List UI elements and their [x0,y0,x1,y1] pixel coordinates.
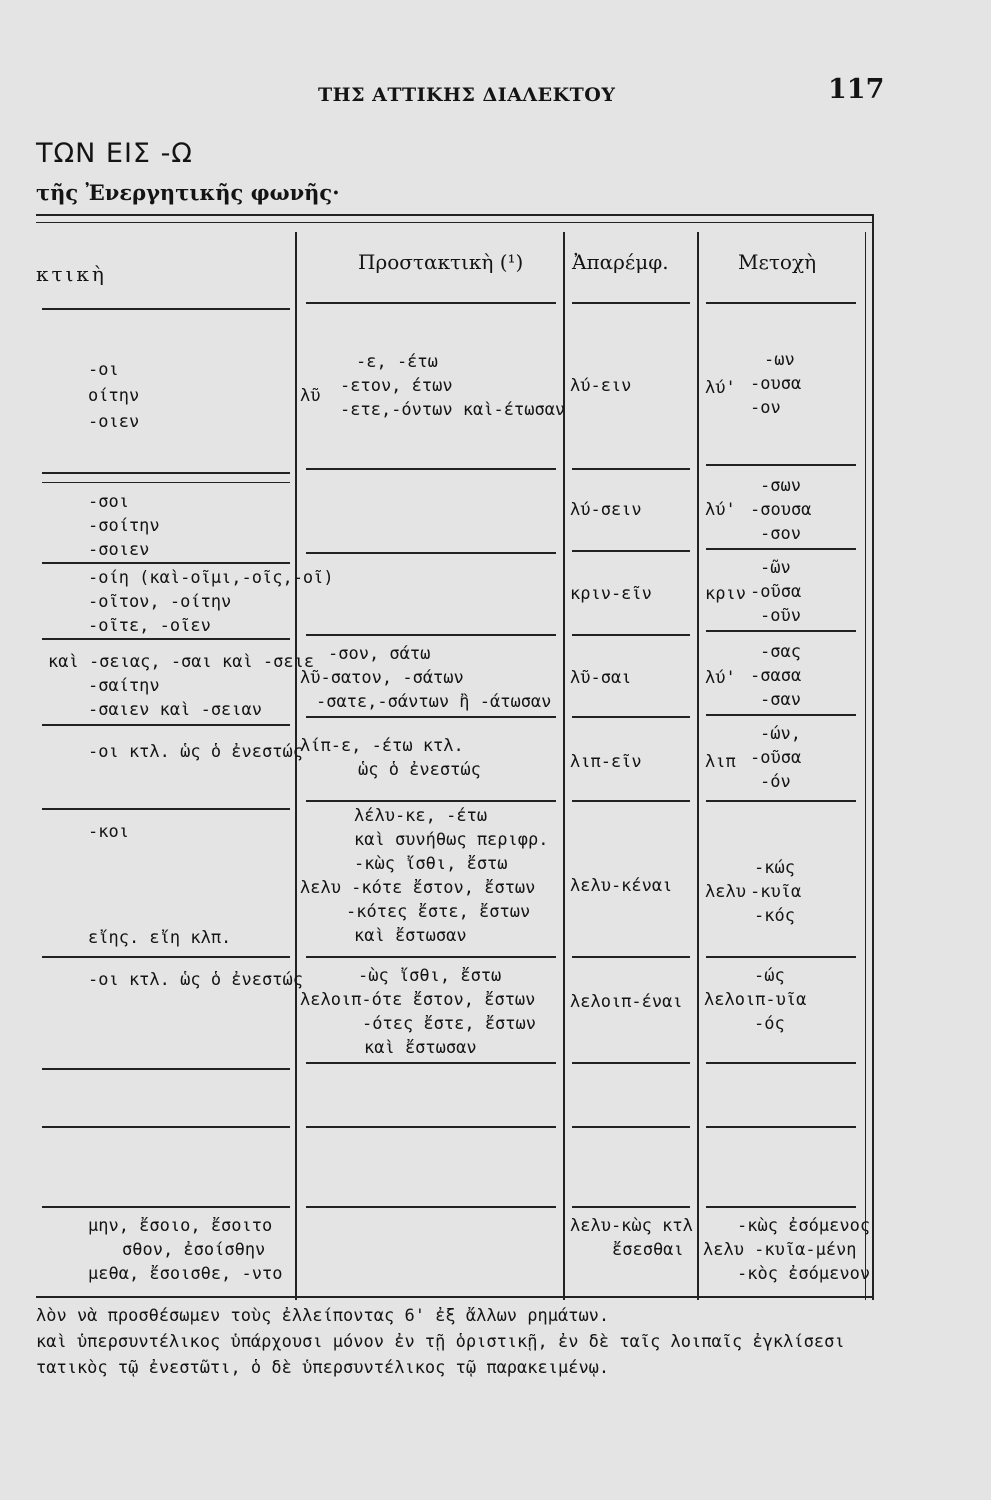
cell-line: -σατε,-σάντων ἢ -άτωσαν [316,692,552,712]
cell-line: λελυ -κυῖα-μένη [703,1240,857,1260]
row-perfect: -κοι [88,822,129,842]
row-rule [706,1062,856,1064]
cell-line: καὶ ἔστωσαν [364,1038,477,1058]
infinitive: λύ-ειν [570,376,632,396]
row-rule [706,1126,856,1128]
cell-line: -κυῖα [750,882,802,902]
participle-forms [703,1214,870,1286]
row-rule [572,634,690,636]
cell-line: -κὸς ἐσόμενον [737,1264,871,1284]
col-header-infinitive: Ἀπαρέμφ. [572,250,669,274]
cell-line: -ότες ἔστε, ἔστων [362,1014,536,1034]
row-rule [42,724,290,726]
cell-line: λῦ-σατον, -σάτων [300,668,464,688]
row-rule [572,1062,690,1064]
imperative-forms [300,964,536,1060]
cell-line: λελυ -κότε ἔστον, ἔστων [300,878,536,898]
cell-line: -κώς [754,858,795,878]
participle-forms [750,722,801,794]
participle-forms [750,856,801,928]
cell-line: -ετε,-όντων καὶ-έτωσαν [340,400,566,420]
running-header: ΤΗΣ ΑΤΤΙΚΗΣ ΔΙΑΛΕΚΤΟΥ [318,84,616,106]
cell-line: -όν [760,772,791,792]
infinitive: λῦ-σαι [570,668,632,688]
cell-line: -ε, -έτω [356,352,438,372]
row-rule [42,1206,290,1208]
cell-line: -οῖτε, -οῖεν [88,616,211,636]
infinitive: λελυ-κέναι [570,876,673,896]
table-right-border-2 [865,232,866,1300]
cell-line: καὶ -σειας, -σαι καὶ -σειε [48,652,315,672]
section-title: ΤΩΝ ΕΙΣ -Ω [36,138,193,169]
stem: λῦ [300,386,321,406]
row-rule [706,956,856,958]
cell-line: -σουσα [750,500,812,520]
cell-line: καὶ συνήθως περιφρ. [354,830,549,850]
row-rule [42,956,290,958]
cell-line: μην, ἔσοιο, ἔσοιτο [88,1216,273,1236]
cell-line: λίπ-ε, -έτω κτλ. [300,736,464,756]
cell-line: λελυ-κὼς κτλ [570,1216,693,1236]
col-header-imperative: Προστακτικὴ (¹) [358,250,524,274]
infinitive: λιπ-εῖν [570,752,642,772]
row-rule [306,1062,556,1064]
imperative-forms [340,350,565,422]
infinitive: λύ-σειν [570,500,642,520]
cell-line: -σοι [88,492,129,512]
row-rule [42,562,290,564]
row-present [88,358,139,434]
participle-stem: κριν [705,584,746,604]
row-rule [42,638,290,640]
cell-line: -ών, [760,724,801,744]
row-rule [572,1126,690,1128]
row-aorist [48,650,314,722]
header-rule-c1 [42,308,290,310]
participle-stem: λύ' [705,500,736,520]
participle-forms [750,640,801,712]
cell-line: -σον [760,524,801,544]
cell-line: -ων [764,350,795,370]
row-rule [306,634,556,636]
header-rule-c3 [572,302,690,304]
cell-line: -σας [760,642,801,662]
participle-forms [704,964,806,1036]
page-number: 117 [828,74,885,105]
participle-stem: λελυ [705,882,746,902]
footnote-line: λὸν νὰ προσθέσωμεν τοὺς ἐλλείποντας 6' ἐξ ἄλλων ρημάτων. [36,1306,610,1326]
cell-line: -ον [750,398,781,418]
cell-line: -σον, σάτω [328,644,431,664]
cell-line: -ώς [754,966,785,986]
row-rule [306,716,556,718]
footnote-line: καὶ ὑπερσυντέλικος ὑπάρχουσι μόνον ἐν τῇ ὁριστικῇ, ἐν δὲ ταῖς λοιπαῖς ἐγκλίσεσι [36,1332,845,1352]
infinitive [570,1214,693,1262]
row-rule [706,800,856,802]
cell-line: -οῦσα [750,748,802,768]
cell-line: -κὼς ἴσθι, ἔστω [354,854,508,874]
footnote-line: τατικὸς τῷ ἐνεστῶτι, ὁ δὲ ὑπερσυντέλικος τῷ παρακειμένῳ. [36,1358,610,1378]
cell-line: -σοίτην [88,516,160,536]
cell-line: -σαιεν καὶ -σειαν [88,700,262,720]
row-rule [706,1206,856,1208]
row-rule [572,956,690,958]
participle-forms [750,556,801,628]
col-header-participle: Μετοχὴ [738,250,817,274]
row-rule [306,468,556,470]
row-rule [306,956,556,958]
row-liquid-future [88,566,334,638]
cell-line: -οίη (καὶ-οῖμι,-οῖς,-οῖ) [88,568,334,588]
row-rule [42,808,290,810]
row-rule [306,1126,556,1128]
cell-line: -οῦν [760,606,801,626]
cell-line: -σαίτην [88,676,160,696]
imperative-forms [300,804,548,948]
cell-line: οίτην [88,386,140,406]
cell-line: -οι [88,360,119,380]
row-rule [42,472,290,474]
row-rule [306,800,556,802]
participle-stem: λύ' [705,668,736,688]
cell-line: -οιεν [88,412,140,432]
participle-forms [750,348,801,420]
row-rule [306,1206,556,1208]
cell-line: -ουσα [750,374,802,394]
table-right-border [872,214,874,1300]
imperative-forms [300,642,551,714]
cell-line: σθον, ἐσοίσθην [122,1240,266,1260]
row-rule [306,552,556,554]
row-rule [572,550,690,552]
cell-line: μεθα, ἔσοισθε, -ντο [88,1264,283,1284]
cell-line: -ὼς ἴσθι, ἔστω [358,966,502,986]
cell-line: -κὼς ἐσόμενος [737,1216,871,1236]
row-rule [706,714,856,716]
cell-line: καὶ ἔστωσαν [354,926,467,946]
cell-line: -ῶν [760,558,791,578]
row-rule [706,548,856,550]
row-second-aorist: -οι κτλ. ὡς ὁ ἐνεστώς [88,742,303,762]
cell-line: -σασα [750,666,802,686]
cell-line: ὡς ὁ ἐνεστώς [358,760,481,780]
cell-line: λελοιπ-ότε ἔστον, ἔστων [300,990,536,1010]
row-rule [572,800,690,802]
cell-line: -σαν [760,690,801,710]
row-rule [706,630,856,632]
cell-line: -οῦσα [750,582,802,602]
row-second-perfect: -οι κτλ. ὡς ὁ ἐνεστώς [88,970,303,990]
participle-stem: λιπ [705,752,736,772]
col-divider-1 [295,232,297,1300]
cell-line: λέλυ-κε, -έτω [354,806,488,826]
row-rule [572,1206,690,1208]
section-subtitle: τῆς Ἐνεργητικῆς φωνῆς· [36,180,340,205]
participle-forms [750,474,811,546]
table-top-rule [36,214,874,216]
cell-line: -οῖτον, -οίτην [88,592,232,612]
header-rule-c4 [706,302,856,304]
cell-line: -σοιεν [88,540,150,560]
cell-line: -κός [754,906,795,926]
row-rule [706,464,856,466]
cell-line: -κότες ἔστε, ἔστων [346,902,531,922]
row-rule [42,482,290,483]
row-rule [42,1068,290,1070]
infinitive: κριν-εῖν [570,584,652,604]
col-header-optative: κτικὴ [36,262,107,286]
row-rule [42,1126,290,1128]
cell-line: -ός [754,1014,785,1034]
row-perfect-periphrastic: εἴης. εἴη κλπ. [88,928,232,948]
cell-line: λελοιπ-υῖα [704,990,807,1010]
cell-line: -ετον, έτων [340,376,453,396]
header-rule-c2 [306,302,556,304]
infinitive: λελοιπ-έναι [570,992,683,1012]
imperative-forms [300,734,481,782]
cell-line: ἔσεσθαι [612,1240,684,1260]
table-bottom-rule [36,1296,874,1298]
col-divider-3 [697,232,699,1300]
participle-stem: λύ' [705,378,736,398]
row-rule [572,468,690,470]
row-rule [572,716,690,718]
table-top-rule-2 [36,222,874,223]
row-future [88,490,160,562]
cell-line: -σων [760,476,801,496]
row-future-perfect [88,1214,282,1286]
